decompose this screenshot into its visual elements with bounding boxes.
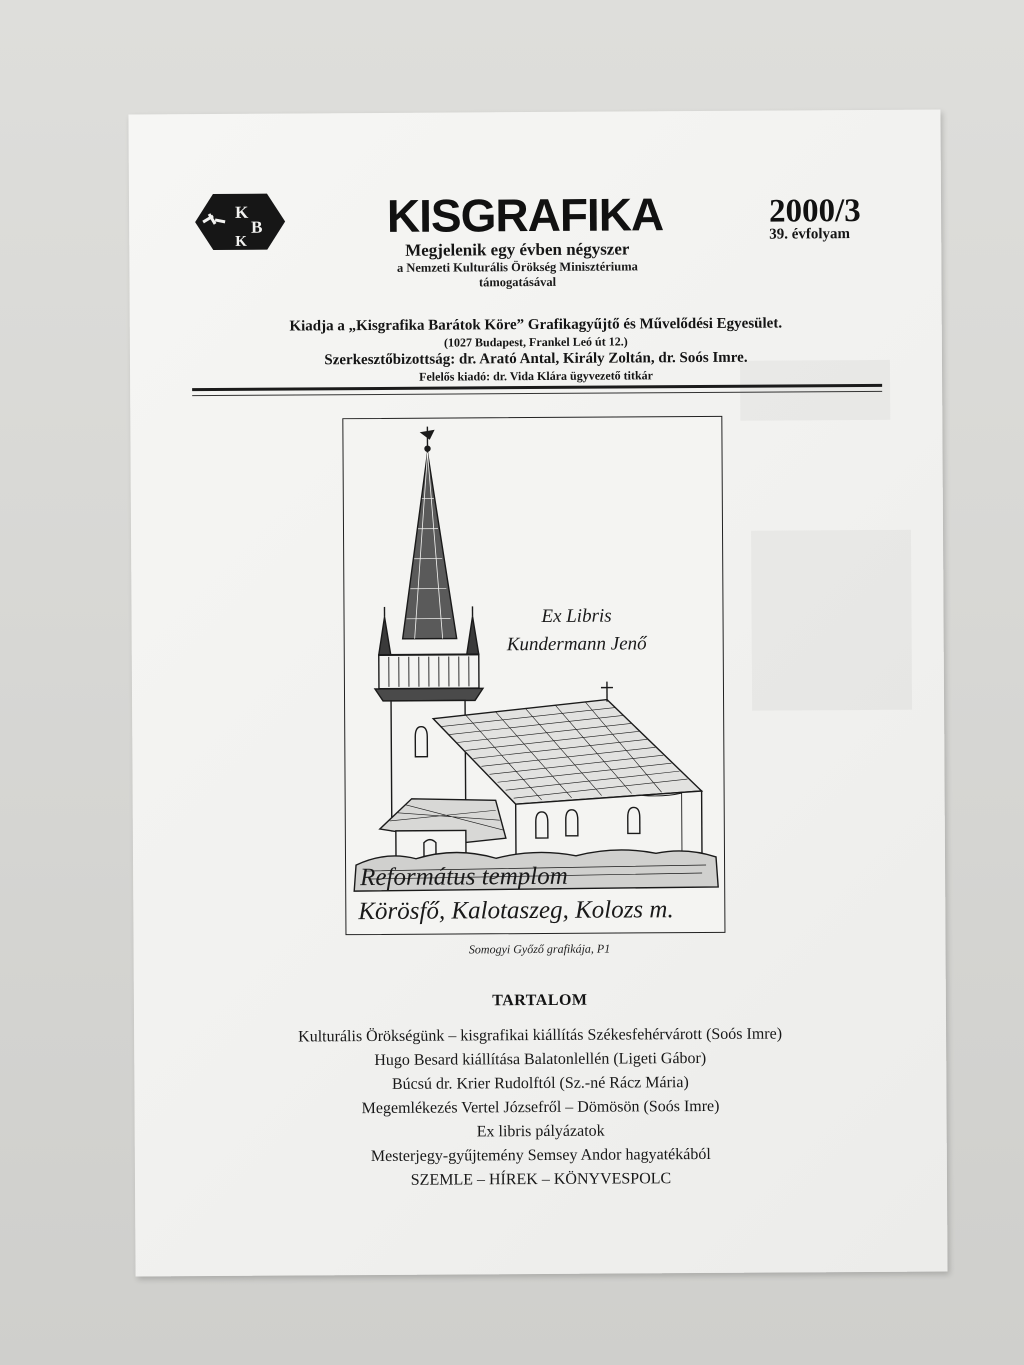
publisher-line: Kiadja a „Kisgrafika Barátok Köre” Grafikagyűjtő és Művelődési Egyesület.	[289, 315, 783, 335]
artwork-caption: Somogyi Győző grafikája, P1	[468, 941, 611, 957]
svg-text:Körösfő, Kalotaszeg, Kolozs m.: Körösfő, Kalotaszeg, Kolozs m.	[358, 896, 674, 926]
list-item: SZEMLE – HÍREK – KÖNYVESPOLC	[410, 1170, 672, 1189]
list-item: Kulturális Örökségünk – kisgrafikai kiállítás Székesfehérvárott (Soós Imre)	[298, 1025, 783, 1046]
svg-text:K: K	[235, 233, 247, 250]
publisher-block	[130, 315, 942, 387]
contents-heading: TARTALOM	[492, 991, 588, 1010]
issue-number: 2000/3	[768, 193, 861, 230]
svg-text:K: K	[235, 202, 249, 222]
volume-label: 39. évfolyam	[769, 226, 851, 243]
editorial-board: Szerkesztőbizottság: dr. Arató Antal, Király Zoltán, dr. Soós Imre.	[324, 349, 748, 369]
svg-text:Ex Libris: Ex Libris	[541, 605, 612, 627]
list-item: Ex libris pályázatok	[476, 1122, 605, 1141]
list-item: Mesterjegy-gyűjtemény Semsey Andor hagyatékából	[370, 1145, 711, 1166]
list-item: Hugo Besard kiállítása Balatonlellén (Ligeti Gábor)	[374, 1049, 707, 1070]
magazine-title: KISGRAFIKA	[386, 188, 664, 242]
magazine-page	[128, 110, 947, 1277]
list-item: Megemlékezés Vertel Józsefről – Dömösön (Soós Imre)	[361, 1097, 720, 1118]
svg-text:B: B	[251, 217, 263, 237]
list-item: Búcsú dr. Krier Rudolftól (Sz.-né Rácz Mária)	[391, 1074, 689, 1093]
responsible-publisher: Felelős kiadó: dr. Vida Klára ügyvezető titkár	[419, 368, 654, 384]
publisher-address: (1027 Budapest, Frankel Leó út 12.)	[443, 334, 628, 350]
publication-frequency: Megjelenik egy évben négyszer	[405, 239, 630, 260]
issue-info	[769, 194, 889, 244]
contents-list	[134, 1022, 947, 1195]
support-line-2: támogatásával	[478, 274, 557, 290]
bleed-through-shadow	[751, 530, 912, 711]
church-drawing	[343, 417, 724, 934]
svg-text:Kundermann Jenő: Kundermann Jenő	[506, 633, 647, 656]
svg-text:Református templom: Református templom	[360, 862, 568, 892]
support-line-1: a Nemzeti Kulturális Örökség Minisztériuma	[396, 259, 638, 275]
ex-libris-artwork	[342, 416, 725, 935]
